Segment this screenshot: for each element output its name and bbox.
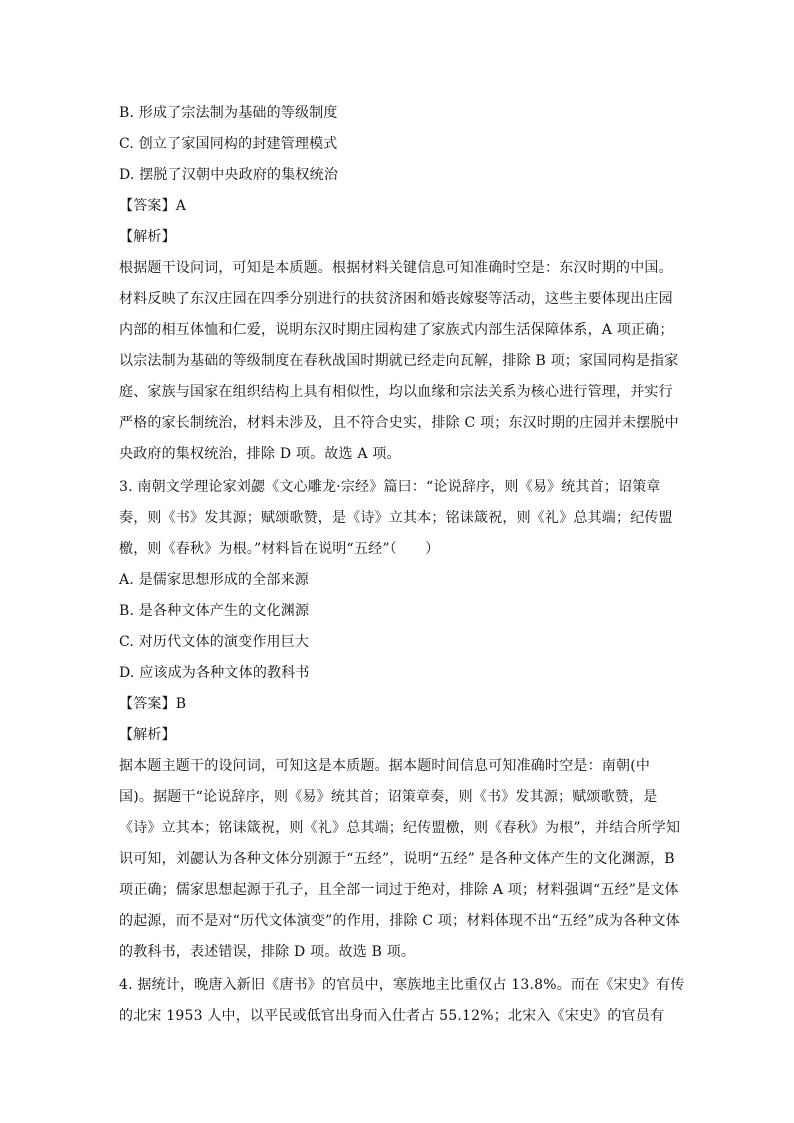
- analysis-text-line: 《诗》立其本；铭诔箴祝，则《礼》总其端；纪传盟檄，则《春秋》为根”，并结合所学知: [119, 820, 681, 836]
- analysis-text-line: 的起源，而不是对“历代文体演变”的作用，排除 C 项；材料体现不出“五经”成为各种文体: [119, 913, 680, 929]
- analysis-text-line: 根据题干设问词，可知是本质题。根据材料关键信息可知准确时空是：东汉时期的中国。: [119, 260, 673, 276]
- analysis-text-line: 国)。据题干“论说辞序，则《易》统其首；诏策章奏，则《书》发其源；赋颂歌赞，是: [119, 789, 658, 805]
- analysis-text-line: 央政府的集权统治，排除 D 项。故选 A 项。: [119, 446, 401, 462]
- option-d: D. 摆脱了汉朝中央政府的集权统治: [119, 167, 339, 183]
- option-c: C. 对历代文体的演变作用巨大: [119, 634, 310, 650]
- analysis-label: 【解析】: [119, 229, 176, 245]
- analysis-text-line: 以宗法制为基础的等级制度在春秋战国时期就已经走向瓦解，排除 B 项；家国同构是指家: [119, 353, 679, 369]
- answer-label: 【答案】A: [119, 198, 187, 214]
- option-b: B. 是各种文体产生的文化渊源: [119, 603, 310, 619]
- analysis-label: 【解析】: [119, 727, 176, 743]
- question-4-text-line: 的北宋 1953 人中，以平民或低官出身而入仕者占 55.12%；北宋入《宋史》的官员有: [119, 1008, 665, 1024]
- option-b: B. 形成了宗法制为基础的等级制度: [119, 105, 338, 121]
- analysis-text-line: 的教科书，表述错误，排除 D 项。故选 B 项。: [119, 944, 416, 960]
- analysis-text-line: 项正确；儒家思想起源于孔子，且全部一词过于绝对，排除 A 项；材料强调“五经”是文体: [119, 882, 679, 898]
- analysis-text-line: 严格的家长制统治，材料未涉及，且不符合史实，排除 C 项；东汉时期的庄园并未摆脱中: [119, 415, 679, 431]
- option-a: A. 是儒家思想形成的全部来源: [119, 572, 310, 588]
- option-c: C. 创立了家国同构的封建管理模式: [119, 136, 338, 152]
- question-3-text-line: 檄，则《春秋》为根。”材料旨在说明“五经”（ ）: [119, 541, 440, 557]
- analysis-text-line: 内部的相互体恤和仁爱，说明东汉时期庄园构建了家族式内部生活保障体系，A 项正确；: [119, 322, 674, 338]
- option-d: D. 应该成为各种文体的教科书: [119, 665, 310, 681]
- analysis-text-line: 材料反映了东汉庄园在四季分别进行的扶贫济困和婚丧嫁娶等活动，这些主要体现出庄园: [119, 291, 673, 307]
- question-3-text-line: 3. 南朝文学理论家刘勰《文心雕龙·宗经》篇曰：“论说辞序，则《易》统其首；诏策章: [119, 479, 661, 495]
- analysis-text-line: 庭、家族与国家在组织结构上具有相似性，均以血缘和宗法关系为核心进行管理，并实行: [119, 384, 673, 400]
- analysis-text-line: 据本题主题干的设问词，可知这是本质题。据本题时间信息可知准确时空是：南朝(中: [119, 758, 651, 774]
- analysis-text-line: 识可知，刘勰认为各种文体分别源于“五经”，说明“五经” 是各种文体产生的文化渊源，B: [119, 851, 675, 867]
- question-3-text-line: 奏，则《书》发其源；赋颂歌赞，是《诗》立其本；铭诔箴祝，则《礼》总其端；纪传盟: [119, 510, 673, 526]
- answer-label: 【答案】B: [119, 696, 187, 712]
- question-4-text-line: 4. 据统计，晚唐入新旧《唐书》的官员中，寒族地主比重仅占 13.8%。而在《宋史》有传: [119, 977, 685, 993]
